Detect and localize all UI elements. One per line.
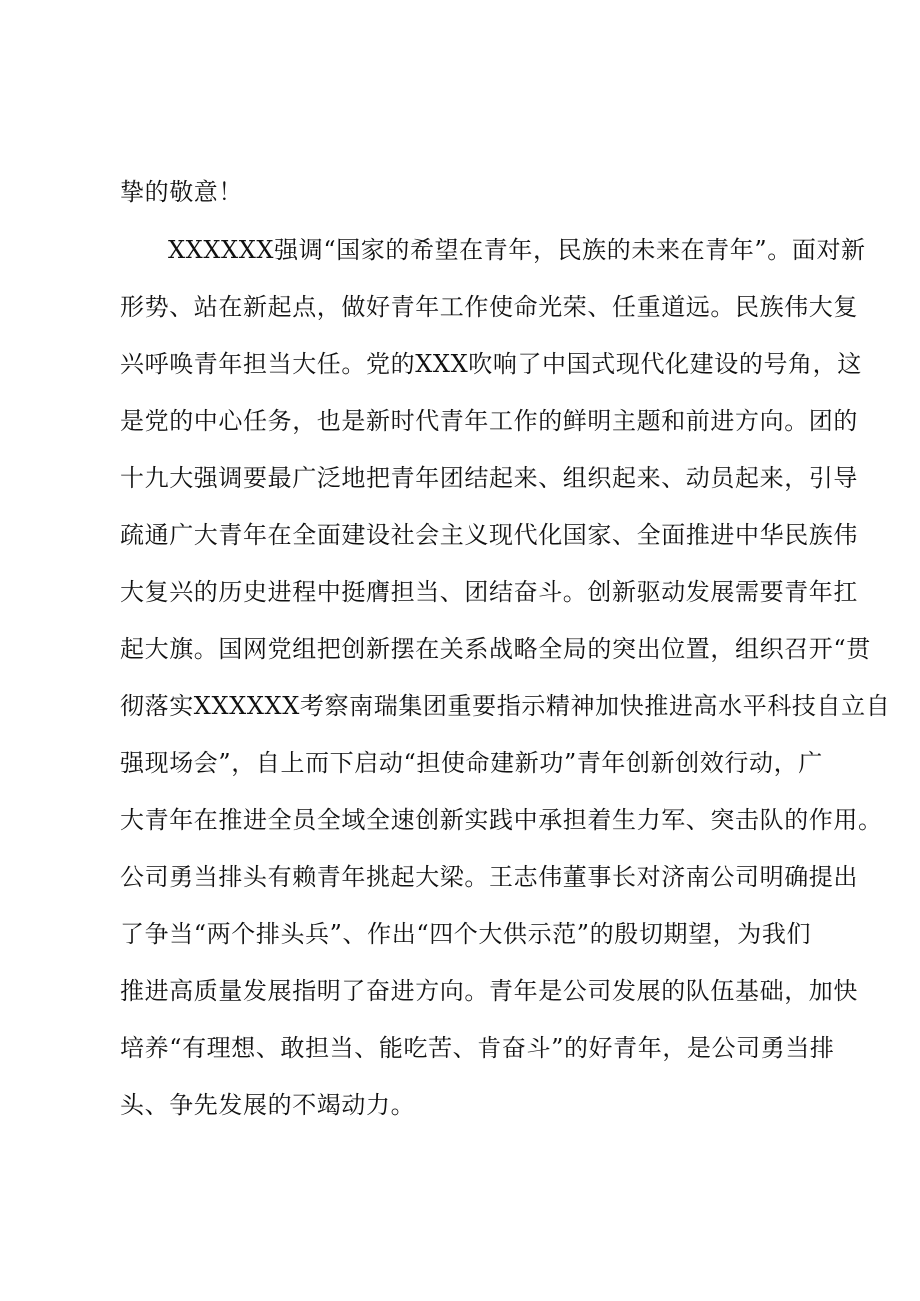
paragraph-line-5: 是党的中心任务，也是新时代青年工作的鲜明主题和前进方向。团的: [120, 407, 858, 435]
paragraph-line-13: 公司勇当排头有赖青年挑起大梁。王志伟董事长对济南公司明确提出: [120, 863, 858, 891]
paragraph-line-12: 大青年在推进全员全域全速创新实践中承担着生力军、突击队的作用。: [120, 806, 883, 834]
paragraph-line-17: 头、争先发展的不竭动力。: [120, 1091, 416, 1119]
paragraph-line-2: XXXXXX强调“国家的希望在青年，民族的未来在青年”。面对新: [168, 236, 866, 264]
paragraph-line-6: 十九大强调要最广泛地把青年团结起来、组织起来、动员起来，引导: [120, 464, 858, 492]
paragraph-line-16: 培养“有理想、敢担当、能吃苦、肯奋斗”的好青年，是公司勇当排: [120, 1034, 835, 1062]
paragraph-line-3: 形势、站在新起点，做好青年工作使命光荣、任重道远。民族伟大复: [120, 293, 858, 321]
paragraph-line-8: 大复兴的历史进程中挺膺担当、团结奋斗。创新驱动发展需要青年扛: [120, 578, 858, 606]
paragraph-line-10: 彻落实XXXXXX考察南瑞集团重要指示精神加快推进高水平科技自立自: [120, 692, 891, 720]
paragraph-line-15: 推进高质量发展指明了奋进方向。青年是公司发展的队伍基础，加快: [120, 977, 858, 1005]
paragraph-line-11: 强现场会”，自上而下启动“担使命建新功”青年创新创效行动，广: [120, 749, 823, 777]
paragraph-line-14: 了争当“两个排头兵”、作出“四个大供示范”的殷切期望，为我们: [120, 920, 812, 948]
paragraph-line-7: 疏通广大青年在全面建设社会主义现代化国家、全面推进中华民族伟: [120, 521, 858, 549]
paragraph-line-4: 兴呼唤青年担当大任。党的XXX吹响了中国式现代化建设的号角，这: [120, 350, 862, 378]
paragraph-line-1: 挚的敬意！: [120, 178, 243, 206]
paragraph-line-9: 起大旗。国网党组把创新摆在关系战略全局的突出位置，组织召开“贯: [120, 635, 871, 663]
